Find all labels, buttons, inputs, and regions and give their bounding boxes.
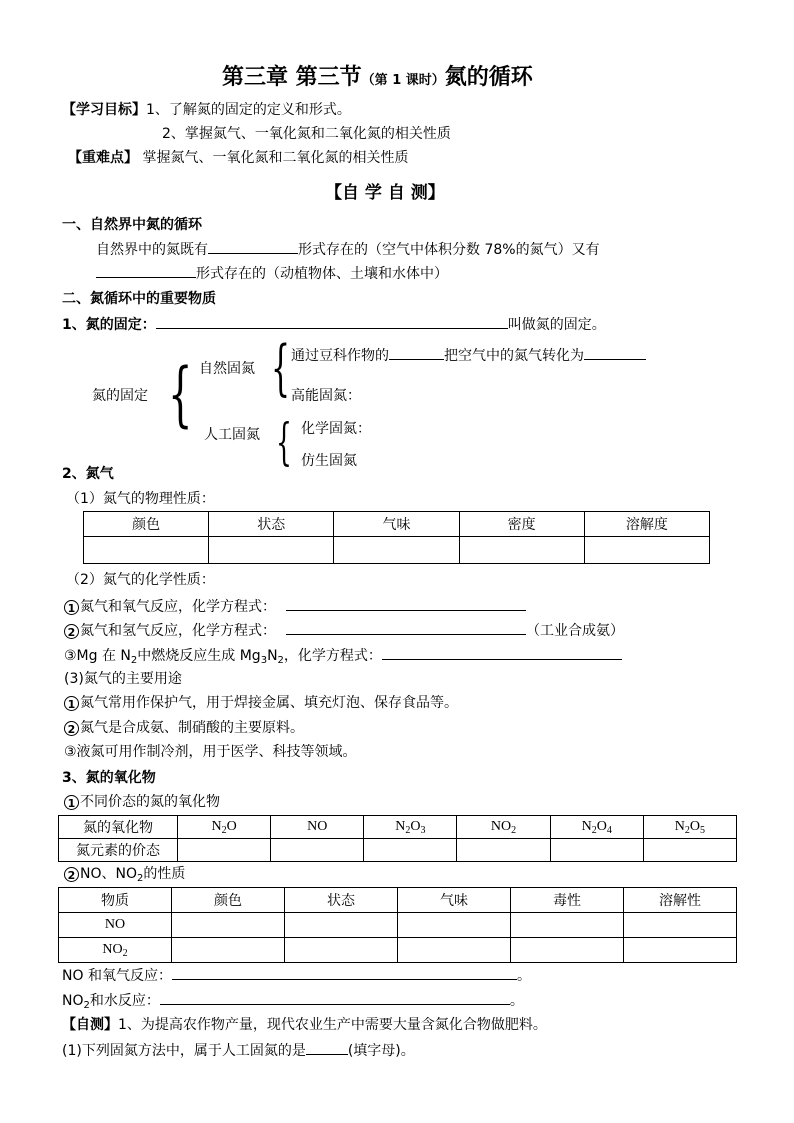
answer-cell[interactable]: [643, 839, 736, 862]
selftest-q1-text: 1、为提高农作物产量，现代农业生产中需要大量含氮化合物做肥料。: [118, 1017, 547, 1033]
q1-sub-b: (填字母)。: [347, 1043, 415, 1059]
phys-table: [83, 511, 710, 564]
answer-cell[interactable]: [178, 839, 271, 862]
brace-artificial: {: [276, 413, 292, 471]
table-row: [59, 888, 737, 913]
artificial-line-2: 仿生固氮: [301, 453, 357, 469]
chem-3: [64, 645, 622, 666]
goals-label: 【学习目标】: [62, 102, 146, 118]
circled-number: 2: [64, 624, 79, 639]
rxn-no-o2: [62, 965, 531, 986]
rxn1-end: 。: [516, 968, 531, 984]
circled-number: 2: [64, 721, 79, 736]
oxides-heading: 3、氮的氧化物: [62, 770, 156, 786]
formula-n2o5: $N_2O_5$: [643, 816, 736, 839]
table-header: 密度: [459, 512, 584, 537]
nitrogen-heading: 2、氮气: [62, 466, 114, 482]
chem3-b: 中燃烧反应生成 Mg: [137, 648, 261, 664]
answer-cell[interactable]: [398, 913, 511, 938]
row-label: 氮元素的价态: [59, 839, 178, 862]
blank-q1-answer[interactable]: [306, 1040, 348, 1055]
answer-cell[interactable]: [398, 938, 511, 963]
answer-cell[interactable]: [457, 839, 550, 862]
rxn2-sub: 2: [83, 1000, 90, 1011]
artificial-fixation: 人工固氮: [204, 427, 260, 443]
blank-chem3[interactable]: [382, 645, 622, 660]
use-1: [64, 693, 458, 713]
fixation-label: 1、氮的固定：: [62, 317, 156, 333]
answer-cell[interactable]: [511, 938, 624, 963]
oxides-sub2: [64, 864, 185, 884]
blank-legume-part[interactable]: [389, 345, 444, 360]
chem2-note: （工业合成氨）: [526, 623, 624, 639]
natural-line-1: [291, 345, 646, 366]
fixation-suffix: 叫做氮的固定。: [507, 317, 606, 333]
row-label: $NO_2$: [59, 938, 172, 963]
sub2-text-a: NO、NO: [80, 866, 137, 882]
rxn2-b: 和水反应：: [89, 993, 160, 1009]
blank-chem2[interactable]: [286, 620, 526, 635]
table-row: [59, 913, 737, 938]
table-row: [59, 938, 737, 963]
q1-sub-a: (1)下列固氮方法中，属于人工固氮的是: [62, 1043, 306, 1059]
table-header: 颜色: [84, 512, 209, 537]
title-lesson: （第 1 课时）: [361, 73, 445, 88]
key-points: [68, 148, 408, 168]
answer-cell[interactable]: [364, 839, 457, 862]
blank-converted-to[interactable]: [584, 345, 646, 360]
table-header: 气味: [334, 512, 459, 537]
use2-text: 氮气是合成氨、制硝酸的主要原料。: [80, 720, 304, 736]
valence-table: [58, 815, 737, 862]
fixation-definition: [62, 314, 606, 335]
section1-line1: [96, 239, 600, 260]
section1-line2: [96, 263, 448, 284]
goals-line-1: [62, 100, 351, 120]
answer-cell[interactable]: [271, 839, 364, 862]
s1-text-b: 形式存在的（空气中体积分数 78%的氮气）又有: [298, 242, 600, 258]
table-header: 气味: [398, 888, 511, 913]
formula-n2o4: $N_2O_4$: [550, 816, 643, 839]
table-row: [59, 816, 737, 839]
chem2-text: 氮气和氢气反应，化学方程式：: [80, 623, 276, 639]
table-header: 溶解度: [584, 512, 709, 537]
rxn-no2-h2o: [62, 990, 524, 1011]
table-header: 物质: [59, 888, 172, 913]
use-2: [64, 718, 304, 738]
rxn1-text: NO 和氧气反应：: [62, 968, 172, 984]
table-header: 状态: [209, 512, 334, 537]
row-label: 氮的氧化物: [59, 816, 178, 839]
rxn2-end: 。: [509, 993, 524, 1009]
goal-2: 2、掌握氮气、一氧化氮和二氧化氮的相关性质: [162, 126, 451, 142]
selftest-q1: [62, 1015, 547, 1035]
use-label: (3)氮气的主要用途: [64, 671, 182, 687]
table-header: 毒性: [511, 888, 624, 913]
answer-cell[interactable]: [459, 537, 584, 564]
answer-cell[interactable]: [172, 938, 285, 963]
brace-fixation: {: [168, 353, 193, 435]
title-part-b: 氮的循环: [444, 65, 533, 90]
circled-number: 2: [64, 867, 79, 882]
chem3-sub3: 2: [277, 655, 284, 666]
s1-text-c: 形式存在的（动植物体、土壤和水体中）: [196, 266, 448, 282]
formula-n2o3: $N_2O_3$: [364, 816, 457, 839]
chem1-text: 氮气和氧气反应，化学方程式：: [80, 599, 276, 615]
answer-cell[interactable]: [285, 938, 398, 963]
formula-no2: $NO_2$: [457, 816, 550, 839]
circled-number: 1: [64, 696, 79, 711]
self-test-heading: 【自 学 自 测】: [325, 183, 445, 203]
key-label: 【重难点】: [68, 150, 138, 166]
answer-cell[interactable]: [624, 913, 737, 938]
section1-heading: 一、自然界中氮的循环: [62, 217, 202, 233]
selftest-q1-sub: [62, 1040, 415, 1061]
blank-compound-form[interactable]: [96, 263, 196, 278]
blank-rxn2[interactable]: [160, 990, 510, 1005]
table-header: 状态: [285, 888, 398, 913]
blank-free-form[interactable]: [208, 239, 298, 254]
chem3-c: N: [267, 648, 278, 664]
chem3-d: ，化学方程式：: [283, 648, 382, 664]
s1-text-a: 自然界中的氮既有: [96, 242, 208, 258]
row-label: NO: [59, 913, 172, 938]
phys-label: （1）氮气的物理性质：: [66, 491, 215, 507]
answer-cell[interactable]: [334, 537, 459, 564]
fixation-root: 氮的固定: [92, 388, 148, 404]
table-row: [84, 512, 710, 537]
natural-fixation: 自然固氮: [199, 361, 255, 377]
answer-cell[interactable]: [511, 913, 624, 938]
answer-cell[interactable]: [584, 537, 709, 564]
nat-text-a: 通过豆科作物的: [291, 348, 389, 364]
table-row: [84, 537, 710, 564]
chem3-sub1: 2: [130, 655, 138, 666]
answer-cell[interactable]: [285, 913, 398, 938]
circled-number: 1: [64, 795, 79, 810]
properties-table: [58, 887, 737, 963]
artificial-line-1: 化学固氮：: [301, 421, 371, 437]
sub2-text-b: 的性质: [143, 866, 186, 882]
title-part-a: 第三章 第三节: [222, 65, 362, 90]
answer-cell[interactable]: [624, 938, 737, 963]
use1-text: 氮气常用作保护气，用于焊接金属、填充灯泡、保存食品等。: [80, 695, 458, 711]
sub2-sub: 2: [136, 873, 144, 884]
chem-1: [64, 596, 526, 617]
chem-2: [64, 620, 624, 641]
chem3-a: ③Mg 在 N: [64, 648, 131, 664]
blank-chem1[interactable]: [286, 596, 526, 611]
table-header: 颜色: [172, 888, 285, 913]
chem3-sub2: 3: [260, 655, 268, 666]
answer-cell[interactable]: [84, 537, 209, 564]
key-text: 掌握氮气、一氧化氮和二氧化氮的相关性质: [142, 150, 409, 166]
nat-text-b: 把空气中的氮气转化为: [444, 348, 584, 364]
table-header: 溶解性: [624, 888, 737, 913]
natural-line-2: 高能固氮：: [291, 388, 361, 404]
section2-heading: 二、氮循环中的重要物质: [62, 291, 216, 307]
answer-cell[interactable]: [550, 839, 643, 862]
brace-natural: {: [271, 333, 291, 403]
blank-fixation-def[interactable]: [156, 314, 508, 329]
selftest-label: 【自测】: [62, 1017, 118, 1033]
page-title: [222, 64, 533, 95]
sub1-text: 不同价态的氮的氧化物: [80, 794, 220, 810]
oxides-sub1: [64, 792, 220, 812]
answer-cell[interactable]: [209, 537, 334, 564]
use-3: ③液氮可用作制冷剂，用于医学、科技等领域。: [64, 744, 357, 760]
circled-number: 1: [64, 600, 79, 615]
table-row: [59, 839, 737, 862]
answer-cell[interactable]: [172, 913, 285, 938]
formula-no: NO: [271, 816, 364, 839]
formula-n2o: $N_2O$: [178, 816, 271, 839]
rxn2-a: NO: [62, 993, 84, 1009]
goal-1: 1、了解氮的固定的定义和形式。: [146, 102, 351, 118]
blank-rxn1[interactable]: [172, 965, 517, 980]
chem-label: （2）氮气的化学性质：: [66, 572, 215, 588]
